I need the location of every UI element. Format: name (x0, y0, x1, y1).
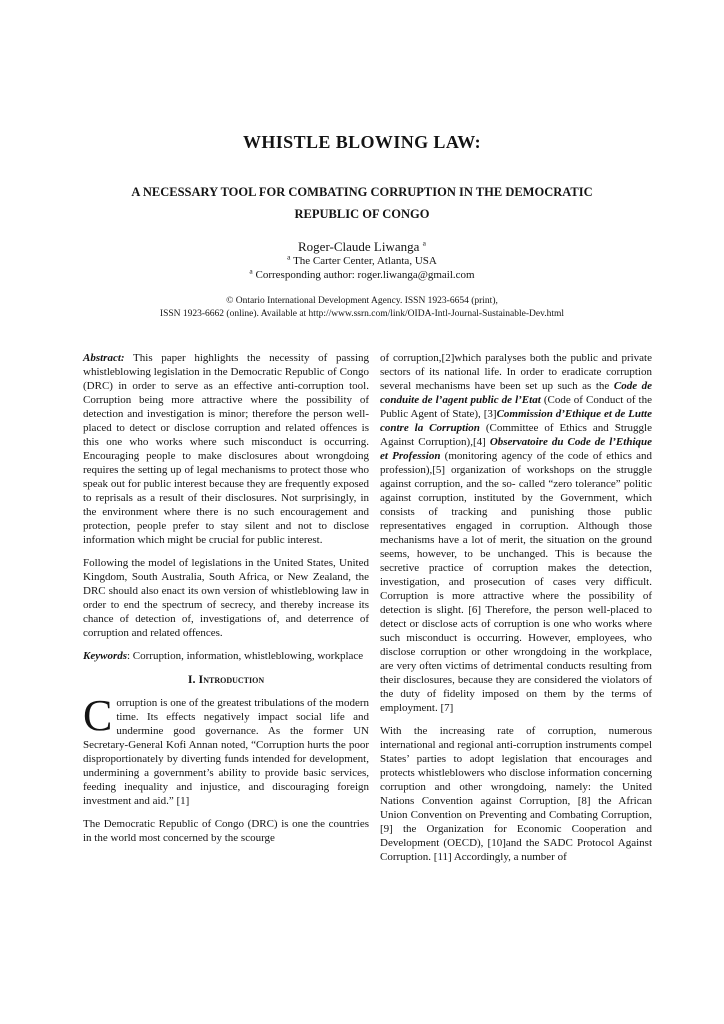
text-run: Abstract: (83, 352, 125, 364)
text-run: With the increasing rate of corruption, numerous international and regional anti-corruption instruments compel States’ parties to adopt legislation that encourages and protects whistleblowers who disclose information concerning corruption and other wrongdoing, namely: the United Nations Convention against Corruption, [8] the African Union Convention on Preventing and Combating Corruption, [9] the Organization for Economic Cooperation and Development (OECD), [10]and the SADC Protocol Against Corruption. [11] Accordingly, a number of (380, 725, 652, 863)
paragraph (83, 817, 369, 845)
affiliation-line (0, 252, 724, 269)
subtitle-line-2: REPUBLIC OF CONGO (294, 207, 430, 221)
paragraph (83, 649, 369, 663)
text-run: Following the model of legislations in the United States, United Kingdom, South Australia, South Africa, or New Zealand, the DRC should also enact its own version of whistleblowing law in order to end the spectrum of secrecy, and thereby increase its chance of detection of, investigations of, and deterrence of corruption and related offences. (83, 557, 369, 639)
paragraph (83, 556, 369, 640)
paragraph (83, 691, 369, 808)
affiliation-text: The Carter Center, Atlanta, USA (293, 255, 437, 267)
imprint-line-1: © Ontario International Development Agency. ISSN 1923-6654 (print), (226, 296, 498, 306)
imprint-line-2: ISSN 1923-6662 (online). Available at http://www.ssrn.com/link/OIDA-Intl-Journal-Sustainable-Dev.html (159, 309, 565, 319)
text-run: : Corruption, information, whistleblowing, workplace (127, 650, 364, 662)
paper-header (0, 130, 724, 321)
text-run: I. Introduction (187, 672, 265, 686)
text-run: of corruption,[2]which paralyses both the public and private sectors of its national life. In order to eradicate corruption several mechanisms have been set up such as the (380, 352, 652, 392)
text-run: Keywords (83, 650, 127, 662)
paragraph (83, 351, 369, 547)
dropcap-letter: C (83, 691, 113, 740)
affiliation-mark: a (287, 252, 291, 262)
corresponding-mark: a (249, 265, 253, 275)
publisher-imprint (0, 295, 724, 321)
corresponding-text: Corresponding author: roger.liwanga@gmail.com (255, 268, 475, 281)
author-line (0, 238, 724, 255)
text-run: (Committee of Ethics and Struggle Against Corruption),[4] (380, 422, 652, 448)
subtitle-line-1: A NECESSARY TOOL FOR COMBATING CORRUPTION IN THE DEMOCRATIC (131, 185, 593, 199)
paragraph (380, 351, 652, 715)
text-run: Code de conduite de l’agent public de l’Etat (380, 380, 652, 406)
paper-subtitle (0, 181, 724, 225)
corresponding-author-line (0, 265, 724, 283)
text-run: orruption is one of the greatest tribulations of the modern time. Its effects negatively impact social life and undermine good governance. As the former UN Secretary-General Kofi Annan noted, “Corruption hurts the poor disproportionately by diverting funds intended for development, undermining a government’s ability to provide basic services, feeding inequality and injustice, and discouraging foreign investment and aid.” [1] (83, 697, 369, 807)
text-run: The Democratic Republic of Congo (DRC) is one the countries in the world most concerned by the scourge (83, 818, 369, 844)
author-name: Roger-Claude Liwanga (298, 239, 420, 254)
page-title: WHISTLE BLOWING LAW: (242, 132, 482, 152)
paragraph (380, 724, 652, 864)
text-run: Observatoire du Code de l’Ethique et Profession (380, 436, 652, 462)
text-run: (monitoring agency of the code of ethics and profession),[5] organization of workshops on the struggle against corruption, and the so- called “zero tolerance” politic against corruption, instituted by the Government, which consists of tracking and punishing those public representatives engaged in corruption. Although those mechanisms have a lot of merit, the situation on the ground seems, however, to be unchanged. This is because the secretive practice of corruption makes the detection, investigation, and prosecution of cases very difficult. Corruption is more attractive where the possibility of detection is slight. [6] Therefore, the person well-placed to detect or disclose acts of corruption is one who works where such misconduct is occurring. However, employees, who disclose corruption or other wrongdoing in the workplace, are very often victims of detrimental conducts resulting from their disclosures, because they are considered the violators of the duty of fidelity imposed on them by the terms of employment. [7] (380, 450, 652, 714)
text-run: This paper highlights the necessity of passing whistleblowing legislation in the Democratic Republic of Congo (DRC) in order to serve as an effective anti-corruption tool. Corruption being more attractive where the possibility of detection and investigation is minor; therefore the person well-placed to detect or disclose corruption and related offences is this one who works where such misconduct is occurring. Encouraging people to make disclosures about wrongdoing requires the setting up of legal mechanisms to protect those who speak out for public interest because they are frequently exposed to reprisals as a result of their disclosures. Not surprisingly, in the environment where there is no such encouragement and protection, people prefer to stay silent and not to disclose information which might be crucial for public interest. (83, 352, 369, 546)
right-column (380, 351, 652, 873)
text-run: (Code of Conduct of the Public Agent of State), [3] (380, 394, 652, 420)
section-heading (83, 672, 369, 687)
two-column-body (83, 351, 652, 873)
left-column (83, 351, 369, 873)
author-affiliation-mark: a (422, 238, 426, 248)
text-run: Commission d’Ethique et de Lutte contre la Corruption (380, 408, 652, 434)
